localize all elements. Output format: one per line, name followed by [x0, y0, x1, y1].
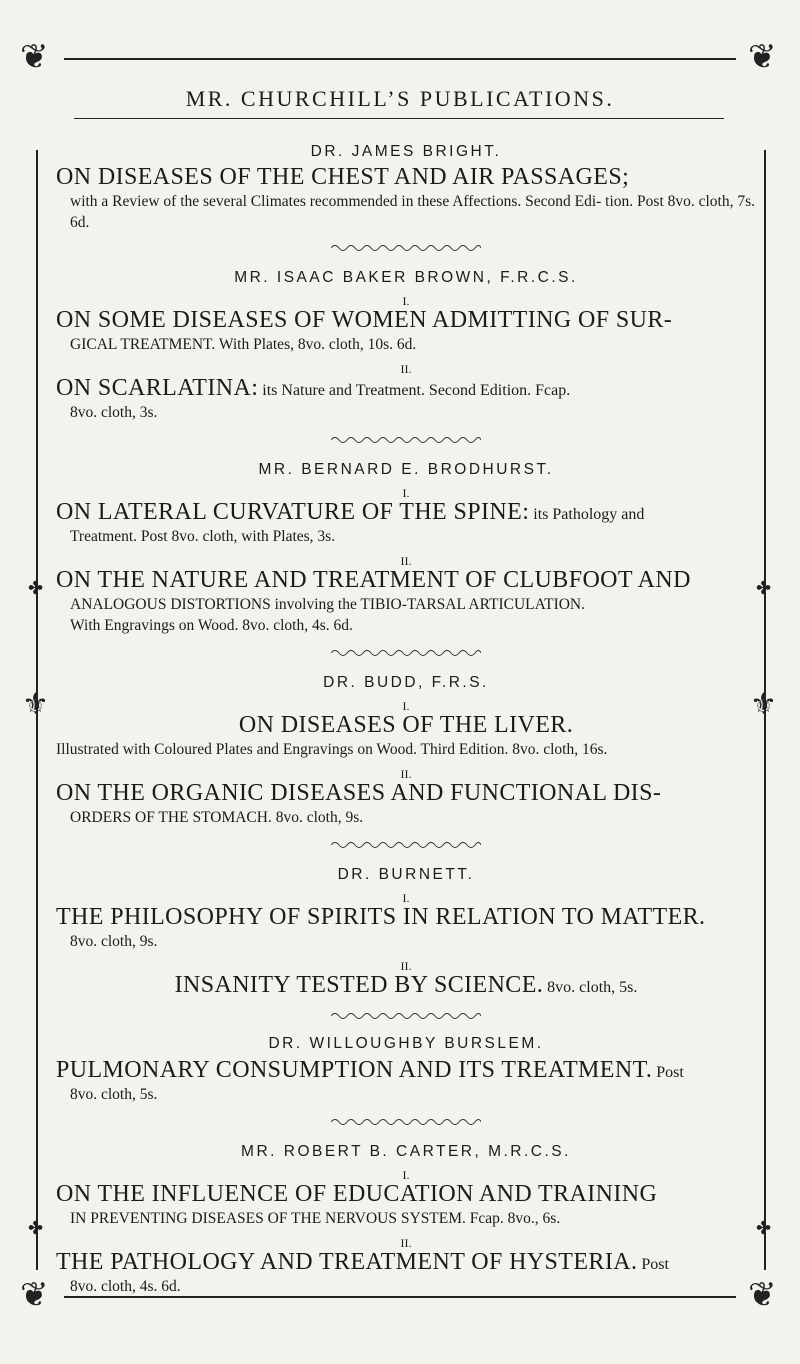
entry-description: With Engravings on Wood. 8vo. cloth, 4s. 6d. [70, 617, 353, 634]
catalogue-body [56, 140, 756, 1297]
entry-inline-description: Post [656, 1064, 684, 1081]
right-lower-ornament-icon: ✤ [756, 1218, 772, 1239]
catalogue-entry [56, 567, 756, 636]
author-name: DR. BURNETT. [337, 866, 475, 883]
entry-description: ORDERS OF THE STOMACH. 8vo. cloth, 9s. [70, 809, 364, 826]
top-left-corner-ornament-icon: ❦ [20, 37, 49, 77]
entry-description: 8vo. cloth, 4s. 6d. [70, 1278, 181, 1295]
entry-title: ON SCARLATINA: [56, 375, 259, 401]
catalogue-entry [56, 972, 756, 999]
entry-description: Treatment. Post 8vo. cloth, with Plates, 3s. [70, 528, 336, 545]
entry-title: ON LATERAL CURVATURE OF THE SPINE: [56, 499, 530, 525]
top-right-corner-ornament-icon: ❦ [748, 37, 777, 77]
author-name: DR. WILLOUGHBY BURSLEM. [268, 1035, 544, 1052]
work-numeral: II. [400, 554, 412, 568]
work-numeral: I. [402, 486, 410, 500]
entry-inline-description: its Nature and Treatment. Second Edition. Fcap. [262, 382, 571, 399]
work-numeral: I. [402, 891, 410, 905]
entry-description: GICAL TREATMENT. With Plates, 8vo. cloth, 10s. 6d. [70, 336, 417, 353]
bottom-left-corner-ornament-icon: ❦ [20, 1275, 49, 1315]
catalogue-entry [56, 307, 756, 355]
entry-title: ON SOME DISEASES OF WOMEN ADMITTING OF SUR- [56, 307, 673, 333]
catalogue-entry [56, 1057, 756, 1105]
author-name: MR. ISAAC BAKER BROWN, F.R.C.S. [234, 269, 578, 286]
author-name: MR. BERNARD E. BRODHURST. [258, 461, 554, 478]
separator-flourish-icon [331, 840, 481, 850]
catalogue-entry [56, 712, 756, 760]
catalogue-entry [56, 499, 756, 547]
entry-inline-description: 8vo. cloth, 5s. [547, 979, 638, 996]
entry-title: PULMONARY CONSUMPTION AND ITS TREATMENT. [56, 1057, 653, 1083]
author-name: DR. JAMES BRIGHT. [310, 143, 502, 160]
catalogue-entry [56, 1181, 756, 1229]
catalogue-entry [56, 164, 756, 233]
left-lower-ornament-icon: ✤ [28, 1218, 44, 1239]
entry-inline-description: Post [641, 1256, 669, 1273]
left-mid-ornament-icon: ✤ [28, 578, 44, 599]
entry-description: IN PREVENTING DISEASES OF THE NERVOUS SYSTEM. Fcap. 8vo., 6s. [70, 1210, 561, 1227]
entry-title: ON DISEASES OF THE CHEST AND AIR PASSAGES; [56, 164, 630, 190]
entry-description: 8vo. cloth, 5s. [70, 1086, 158, 1103]
entry-description: with a Review of the several Climates recommended in these Affections. Second Edi- tion. Post 8vo. cloth, 7s. 6d. [70, 193, 756, 231]
entry-title: ON DISEASES OF THE LIVER. [238, 712, 574, 738]
catalogue-entry [56, 780, 756, 828]
right-mid-ornament-icon: ✤ [756, 578, 772, 599]
separator-flourish-icon [331, 1117, 481, 1127]
header-under-rule [74, 118, 724, 119]
work-numeral: I. [402, 1168, 410, 1182]
entry-title: ON THE NATURE AND TREATMENT OF CLUBFOOT AND [56, 567, 691, 593]
bottom-right-corner-ornament-icon: ❦ [748, 1275, 777, 1315]
separator-flourish-icon [331, 1011, 481, 1021]
entry-title: THE PHILOSOPHY OF SPIRITS IN RELATION TO MATTER. [56, 904, 706, 930]
catalogue-entry [56, 1249, 756, 1297]
author-name: DR. BUDD, F.R.S. [323, 674, 489, 691]
top-border-rule [64, 58, 736, 60]
work-numeral: I. [402, 294, 410, 308]
work-numeral: I. [402, 699, 410, 713]
author-name: MR. ROBERT B. CARTER, M.R.C.S. [241, 1143, 571, 1160]
work-numeral: II. [400, 1236, 412, 1250]
entry-title: ON THE ORGANIC DISEASES AND FUNCTIONAL DIS- [56, 780, 662, 806]
entry-description-line: ANALOGOUS DISTORTIONS involving the TIBIO-TARSAL ARTICULATION. [70, 596, 585, 613]
left-side-ornament-icon: ⚜ [22, 687, 49, 722]
work-numeral: II. [400, 959, 412, 973]
entry-title: THE PATHOLOGY AND TREATMENT OF HYSTERIA. [56, 1249, 638, 1275]
separator-flourish-icon [331, 435, 481, 445]
separator-flourish-icon [331, 648, 481, 658]
catalogue-entry [56, 904, 756, 952]
entry-description: 8vo. cloth, 9s. [70, 933, 158, 950]
entry-description: Illustrated with Coloured Plates and Engravings on Wood. Third Edition. 8vo. cloth, 16s. [56, 741, 608, 758]
entry-title: INSANITY TESTED BY SCIENCE. [174, 972, 544, 998]
separator-flourish-icon [331, 243, 481, 253]
entry-description: 8vo. cloth, 3s. [70, 404, 158, 421]
entry-inline-description: its Pathology and [533, 506, 645, 523]
catalogue-entry [56, 375, 756, 423]
entry-title: ON THE INFLUENCE OF EDUCATION AND TRAINING [56, 1181, 658, 1207]
work-numeral: II. [400, 362, 412, 376]
work-numeral: II. [400, 767, 412, 781]
running-title: MR. CHURCHILL’S PUBLICATIONS. [185, 86, 615, 111]
right-side-ornament-icon: ⚜ [750, 687, 777, 722]
